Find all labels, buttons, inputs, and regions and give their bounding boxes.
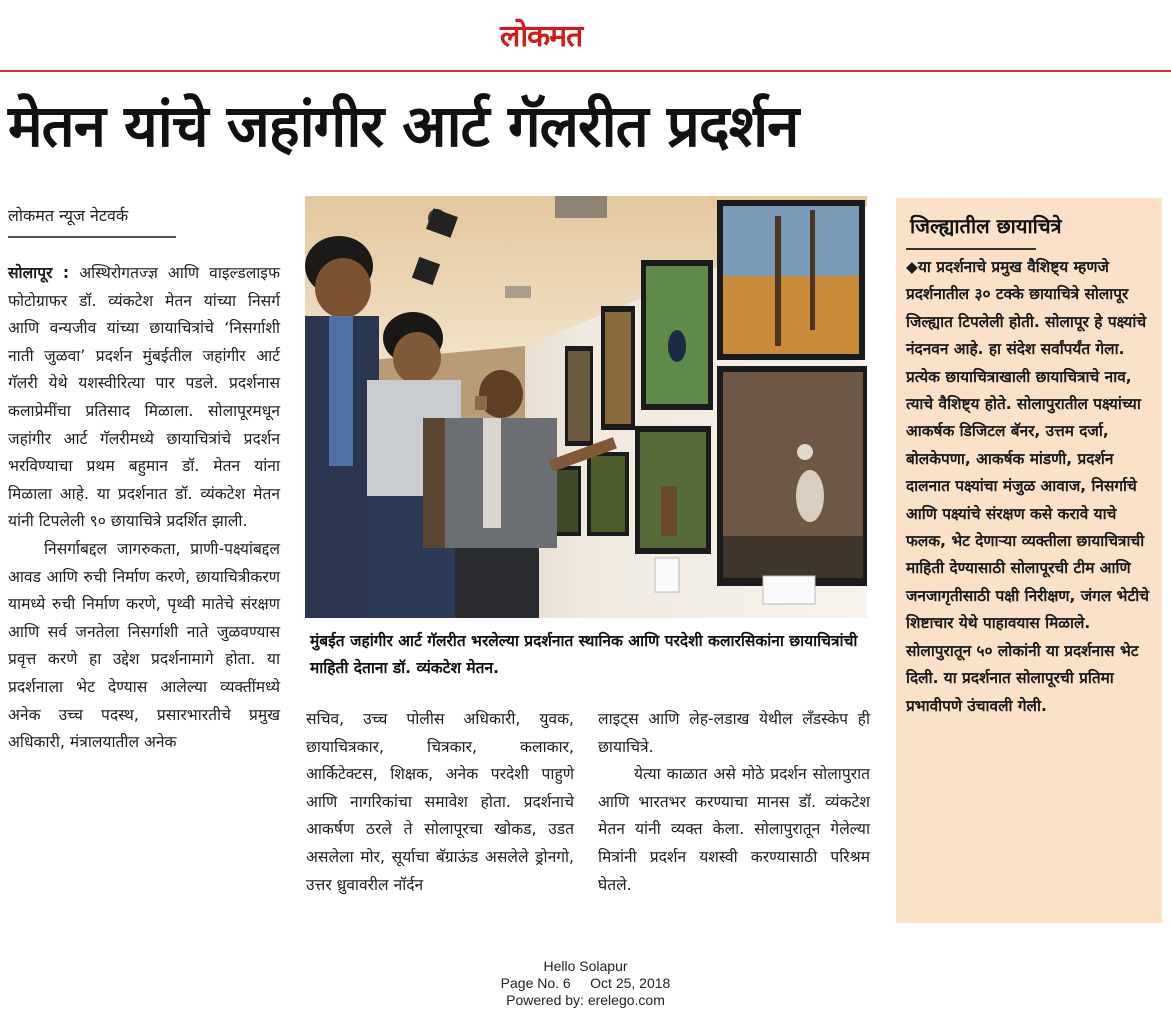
byline-underline: [8, 236, 176, 238]
photo-caption: मुंबईत जहांगीर आर्ट गॅलरीत भरलेल्या प्रदर्शनात स्थानिक आणि परदेशी कलारसिकांना छायाचित्रांची माहिती देताना डॉ. व्यंकटेश मेतन.: [310, 632, 858, 677]
masthead-rule: [0, 70, 1171, 72]
lokmat-logo: लोकमत: [500, 19, 583, 54]
masthead: [0, 0, 1171, 72]
article-column-2: [306, 706, 574, 899]
article-column-1: [8, 260, 280, 757]
footer-page-date: Page No. 6 Oct 25, 2018: [500, 975, 671, 991]
paragraph: सचिव, उच्च पोलीस अधिकारी, युवक, छायाचित्रकार, चित्रकार, कलाकार, आर्किटेक्टस, शिक्षक, अनेक परदेशी पाहुणे आणि नागरिकांचा समावेश होता. प्रदर्शनाचे आकर्षण ठरले ते सोलापूरचा खोकड, उडत असलेला मोर, सूर्याचा बॅग्राऊंड असलेले ड्रोनगो, उत्तर ध्रुवावरील नॉर्दन: [306, 710, 574, 894]
page-footer: [0, 958, 1171, 1009]
paragraph: [8, 260, 280, 536]
paragraph-text: अस्थिरोगतज्ज्ञ आणि वाइल्डलाइफ फोटोग्राफर डॉ. व्यंकटेश मेतन यांच्या निसर्ग आणि वन्यजीव यांच्या छायाचित्रांचे ‘निसर्गाशी नाती जुळवा’ प्रदर्शन मुंबईतील जहांगीर आर्ट गॅलरी येथे यशस्वीरित्या पार पडले. प्रदर्शनास कलाप्रेमींचा प्रतिसाद मिळाला. सोलापूरमधून जहांगीर आर्ट गॅलरीमध्ये छायाचित्रांचे प्रदर्शन भरविण्याचा प्रथम बहुमान डॉ. मेतन यांना मिळाला आहे. या प्रदर्शनात डॉ. व्यंकटेश मेतन यांनी टिपलेली ९० छायाचित्रे प्रदर्शित झाली.: [8, 264, 280, 531]
sidebar-text: [906, 254, 1154, 720]
footer-powered-by: Powered by: erelego.com: [506, 992, 665, 1008]
sidebar-box: [896, 198, 1162, 923]
article-headline: मेतन यांचे जहांगीर आर्ट गॅलरीत प्रदर्शन: [8, 92, 799, 160]
sidebar-title-rule: [906, 248, 1036, 250]
gallery-photo: [305, 196, 867, 618]
sidebar-paragraph: या प्रदर्शनाचे प्रमुख वैशिष्ट्य म्हणजे प्रदर्शनातील ३० टक्के छायाचित्रे सोलापूर जिल्ह्यात टिपलेली होती. सोलापूर हे पक्ष्यांचे नंदनवन आहे. हा संदेश सर्वांपर्यंत गेला. प्रत्येक छायाचित्राखाली छायाचित्राचे नाव, त्याचे वैशिष्ट्य होते. सोलापुरातील पक्ष्यांच्या आकर्षक डिजिटल बॅनर, उत्तम दर्जा, बोलकेपणा, आकर्षक मांडणी, प्रदर्शन दालनात पक्ष्यांचा मंजुळ आवाज, निसर्गाचे आणि पक्ष्यांचे संरक्षण कसे करावे याचे फलक, भेट देणाऱ्या व्यक्तीला छायाचित्राची माहिती देण्यासाठी सोलापूरची टीम आणि जनजागृतीसाठी पक्षी निरीक्षण, जंगल भेटीचे शिष्टाचार येथे पाहावयास मिळाले. सोलापुरातून ५० लोकांनी या प्रदर्शनास भेट दिली. या प्रदर्शनात सोलापूरची प्रतिमा प्रभावीपणे उंचावली गेली.: [906, 258, 1149, 715]
paragraph: येत्या काळात असे मोठे प्रदर्शन सोलापुरात आणि भारतभर करण्याचा मानस डॉ. व्यंकटेश मेतन यांनी व्यक्त केला. सोलापुरातून गेलेल्या मित्रांनी प्रदर्शन यशस्वी करण्यासाठी परिश्रम घेतले.: [598, 765, 870, 894]
paragraph: लाइट्स आणि लेह-लडाख येथील लँडस्केप ही छायाचित्रे.: [598, 710, 870, 756]
footer-edition: Hello Solapur: [543, 958, 628, 974]
gallery-photo-illustration: [305, 196, 867, 618]
article-column-3: [598, 706, 870, 899]
dateline: सोलापूर :: [8, 264, 70, 282]
diamond-bullet-icon: ◆: [906, 258, 918, 276]
sidebar-title: जिल्ह्यातील छायाचित्रे: [910, 214, 1062, 238]
paragraph: निसर्गाबद्दल जागरुकता, प्राणी-पक्ष्यांबद्दल आवड आणि रुची निर्माण करणे, छायाचित्रीकरण यामध्ये रुची निर्माण करणे, पृथ्वी मातेचे संरक्षण आणि सर्व जनतेला निसर्गाशी नाते जुळवण्यास प्रवृत्त करणे हा उद्देश प्रदर्शनामागे होता. या प्रदर्शनाला भेट देण्यास आलेल्या व्यक्तींमध्ये अनेक उच्च पदस्थ, प्रसारभारतीचे प्रमुख अधिकारी, मंत्रालयातील अनेक: [8, 539, 280, 752]
byline: लोकमत न्यूज नेटवर्क: [8, 206, 129, 225]
